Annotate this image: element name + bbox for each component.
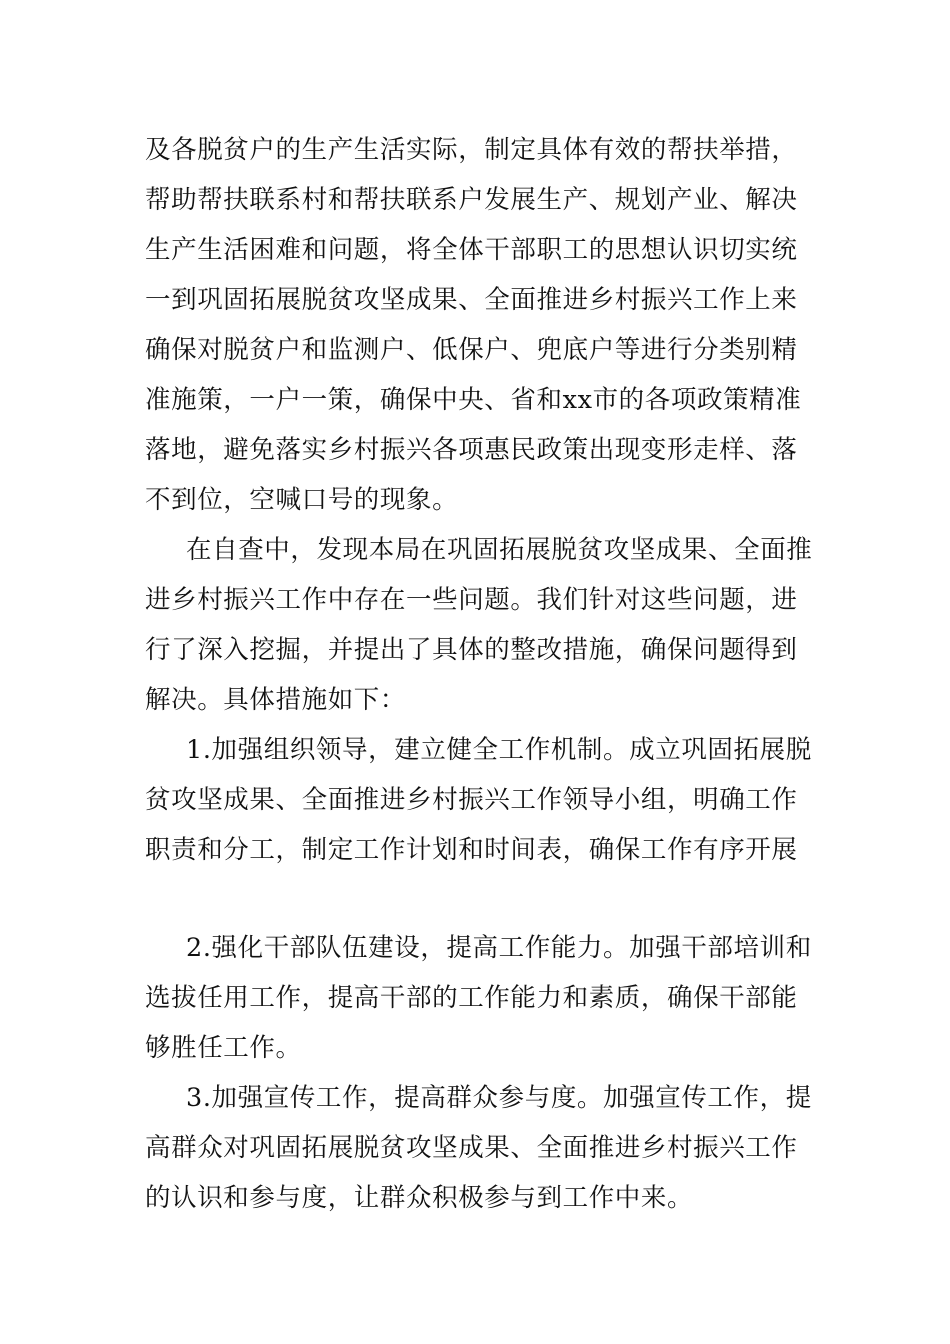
text-line: 一到巩固拓展脱贫攻坚成果、全面推进乡村振兴工作上来 (145, 285, 798, 315)
text-line: 不到位，空喊口号的现象。 (145, 485, 459, 515)
text-line: 进乡村振兴工作中存在一些问题。我们针对这些问题，进 (145, 585, 798, 615)
text-line: 落地，避免落实乡村振兴各项惠民政策出现变形走样、落 (145, 435, 798, 465)
list-item-1-first-line: 1.加强组织领导，建立健全工作机制。成立巩固拓展脱 (186, 735, 812, 765)
text-line: 选拔任用工作，提高干部的工作能力和素质，确保干部能 (145, 983, 798, 1013)
text-line: 解决。具体措施如下： (145, 685, 407, 715)
text-line: 职责和分工，制定工作计划和时间表，确保工作有序开展 (145, 835, 798, 865)
text-line: 帮助帮扶联系村和帮扶联系户发展生产、规划产业、解决 (145, 185, 798, 215)
list-item-2-first-line: 2.强化干部队伍建设，提高工作能力。加强干部培训和 (186, 933, 812, 963)
text-line: 贫攻坚成果、全面推进乡村振兴工作领导小组，明确工作 (145, 785, 798, 815)
text-line: 准施策，一户一策，确保中央、省和xx市的各项政策精准 (145, 385, 802, 415)
text-line: 的认识和参与度，让群众积极参与到工作中来。 (145, 1183, 694, 1213)
paragraph-first-line: 在自查中，发现本局在巩固拓展脱贫攻坚成果、全面推 (186, 535, 813, 565)
list-item-3-first-line: 3.加强宣传工作，提高群众参与度。加强宣传工作，提 (186, 1083, 812, 1113)
text-line: 高群众对巩固拓展脱贫攻坚成果、全面推进乡村振兴工作 (145, 1133, 798, 1163)
text-line: 够胜任工作。 (145, 1033, 302, 1063)
text-line: 行了深入挖掘，并提出了具体的整改措施，确保问题得到 (145, 635, 798, 665)
text-line: 确保对脱贫户和监测户、低保户、兜底户等进行分类别精 (145, 335, 798, 365)
text-line: 生产生活困难和问题，将全体干部职工的思想认识切实统 (145, 235, 798, 265)
text-line: 及各脱贫户的生产生活实际，制定具体有效的帮扶举措， (145, 135, 798, 165)
